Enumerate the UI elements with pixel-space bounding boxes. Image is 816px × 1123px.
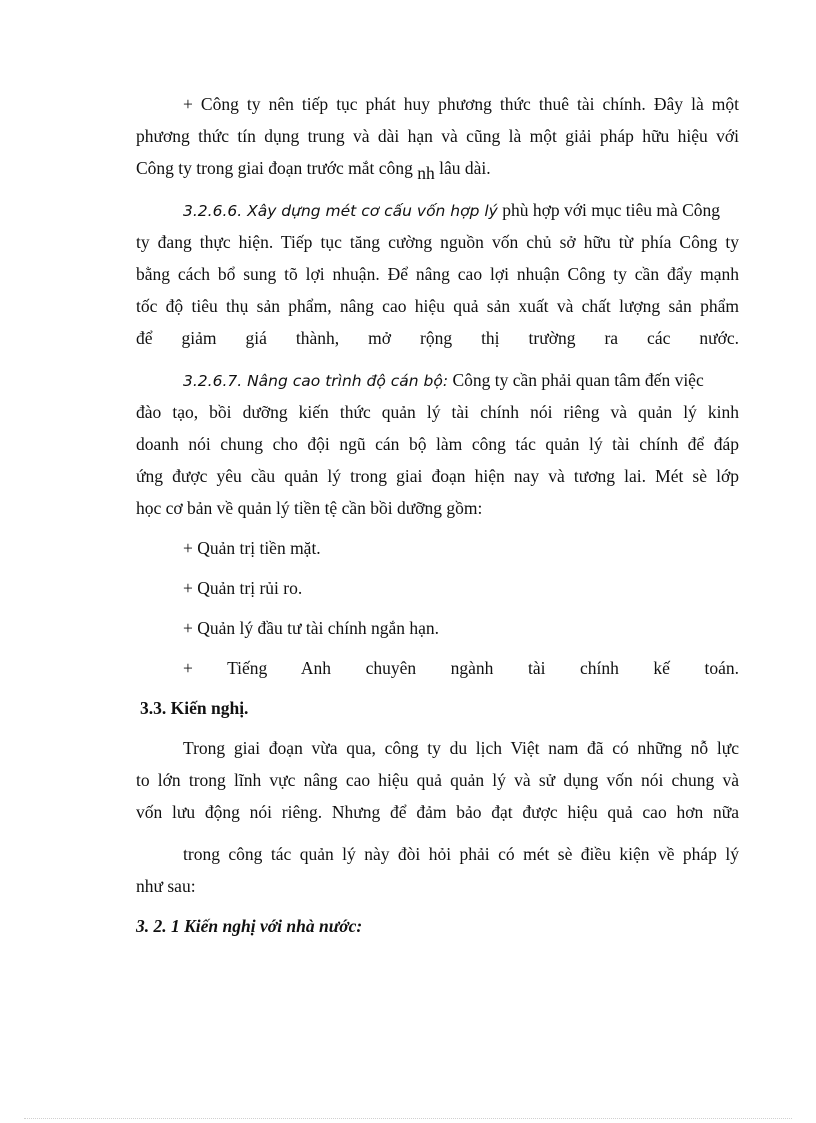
paragraph-4-line-5: như sau: [136,876,196,896]
heading-3-2-6-7: 3.2.6.7. Nâng cao trình độ cán bộ: [183,372,449,390]
list-item: + Quản trị tiền mặt. [183,538,321,558]
paragraph-2-line-1 [183,199,739,222]
paragraph-1-line-3-text: Công ty trong giai đoạn trước mắt công [136,158,418,178]
paragraph-3-line-1 [183,369,739,392]
paragraph-1-line-3 [136,157,739,183]
paragraph-1-line-3-end: lâu dài. [434,158,491,178]
subsection-heading-3-2-1: 3. 2. 1 Kiến nghị với nhà nước: [136,916,363,936]
paragraph-4-line-3: vốn lưu động nói riêng. Nhưng để đảm bảo đạt được hiệu quả cao hơn nữa [136,802,739,822]
list-item: + Quản trị rủi ro. [183,578,303,598]
paragraph-4-line-2: to lớn trong lĩnh vực nâng cao hiệu quả quản lý và sử dụng vốn nói chung và [136,770,739,790]
paragraph-3-line-1-text: Công ty cần phải quan tâm đến việc [448,370,704,390]
list-item: + Quản lý đầu tư tài chính ngắn hạn. [183,618,440,638]
paragraph-2-line-5: để giảm giá thành, mở rộng thị trường ra các nước. [136,328,739,348]
paragraph-2-line-4: tốc độ tiêu thụ sản phẩm, nâng cao hiệu quả sản xuất và chất lượng sản phẩm [136,296,739,316]
paragraph-3-line-4: ứng được yêu cầu quản lý trong giai đoạn hiện nay và tương lai. Mét sè lớp [136,466,739,486]
list-item: + Tiếng Anh chuyên ngành tài chính kế toán. [183,658,739,678]
paragraph-2-line-1-text: phù hợp với mục tiêu mà Công [497,200,721,220]
paragraph-3-line-3: doanh nói chung cho đội ngũ cán bộ làm công tác quản lý tài chính để đáp [136,434,739,454]
paragraph-2-line-3: bằng cách bổ sung tõ lợi nhuận. Để nâng cao lợi nhuận Công ty cần đẩy mạnh [136,264,739,284]
paragraph-1-line-2: phương thức tín dụng trung và dài hạn và cũng là một giải pháp hữu hiệu với [136,126,739,146]
page-bottom-rule [24,1118,792,1119]
paragraph-4-line-1: Trong giai đoạn vừa qua, công ty du lịch Việt nam đã có những nỗ lực [183,738,739,758]
paragraph-2-line-2: ty đang thực hiện. Tiếp tục tăng cường nguồn vốn chủ sở hữu từ phía Công ty [136,232,739,252]
paragraph-1-line-1: + Công ty nên tiếp tục phát huy phương thức thuê tài chính. Đây là một [183,94,739,114]
paragraph-1-subscript-fragment: nh [417,163,435,183]
heading-3-2-6-6: 3.2.6.6. Xây dựng mét cơ cấu vốn hợp lý [183,202,498,220]
paragraph-4-line-4: trong công tác quản lý này đòi hỏi phải có mét sè điều kiện về pháp lý [183,844,739,864]
paragraph-3-line-2: đào tạo, bồi dưỡng kiến thức quản lý tài chính nói riêng và quản lý kinh [136,402,739,422]
section-heading-3-3: 3.3. Kiến nghị. [140,698,249,718]
paragraph-3-line-5: học cơ bản về quản lý tiền tệ cần bồi dưỡng gồm: [136,498,483,518]
